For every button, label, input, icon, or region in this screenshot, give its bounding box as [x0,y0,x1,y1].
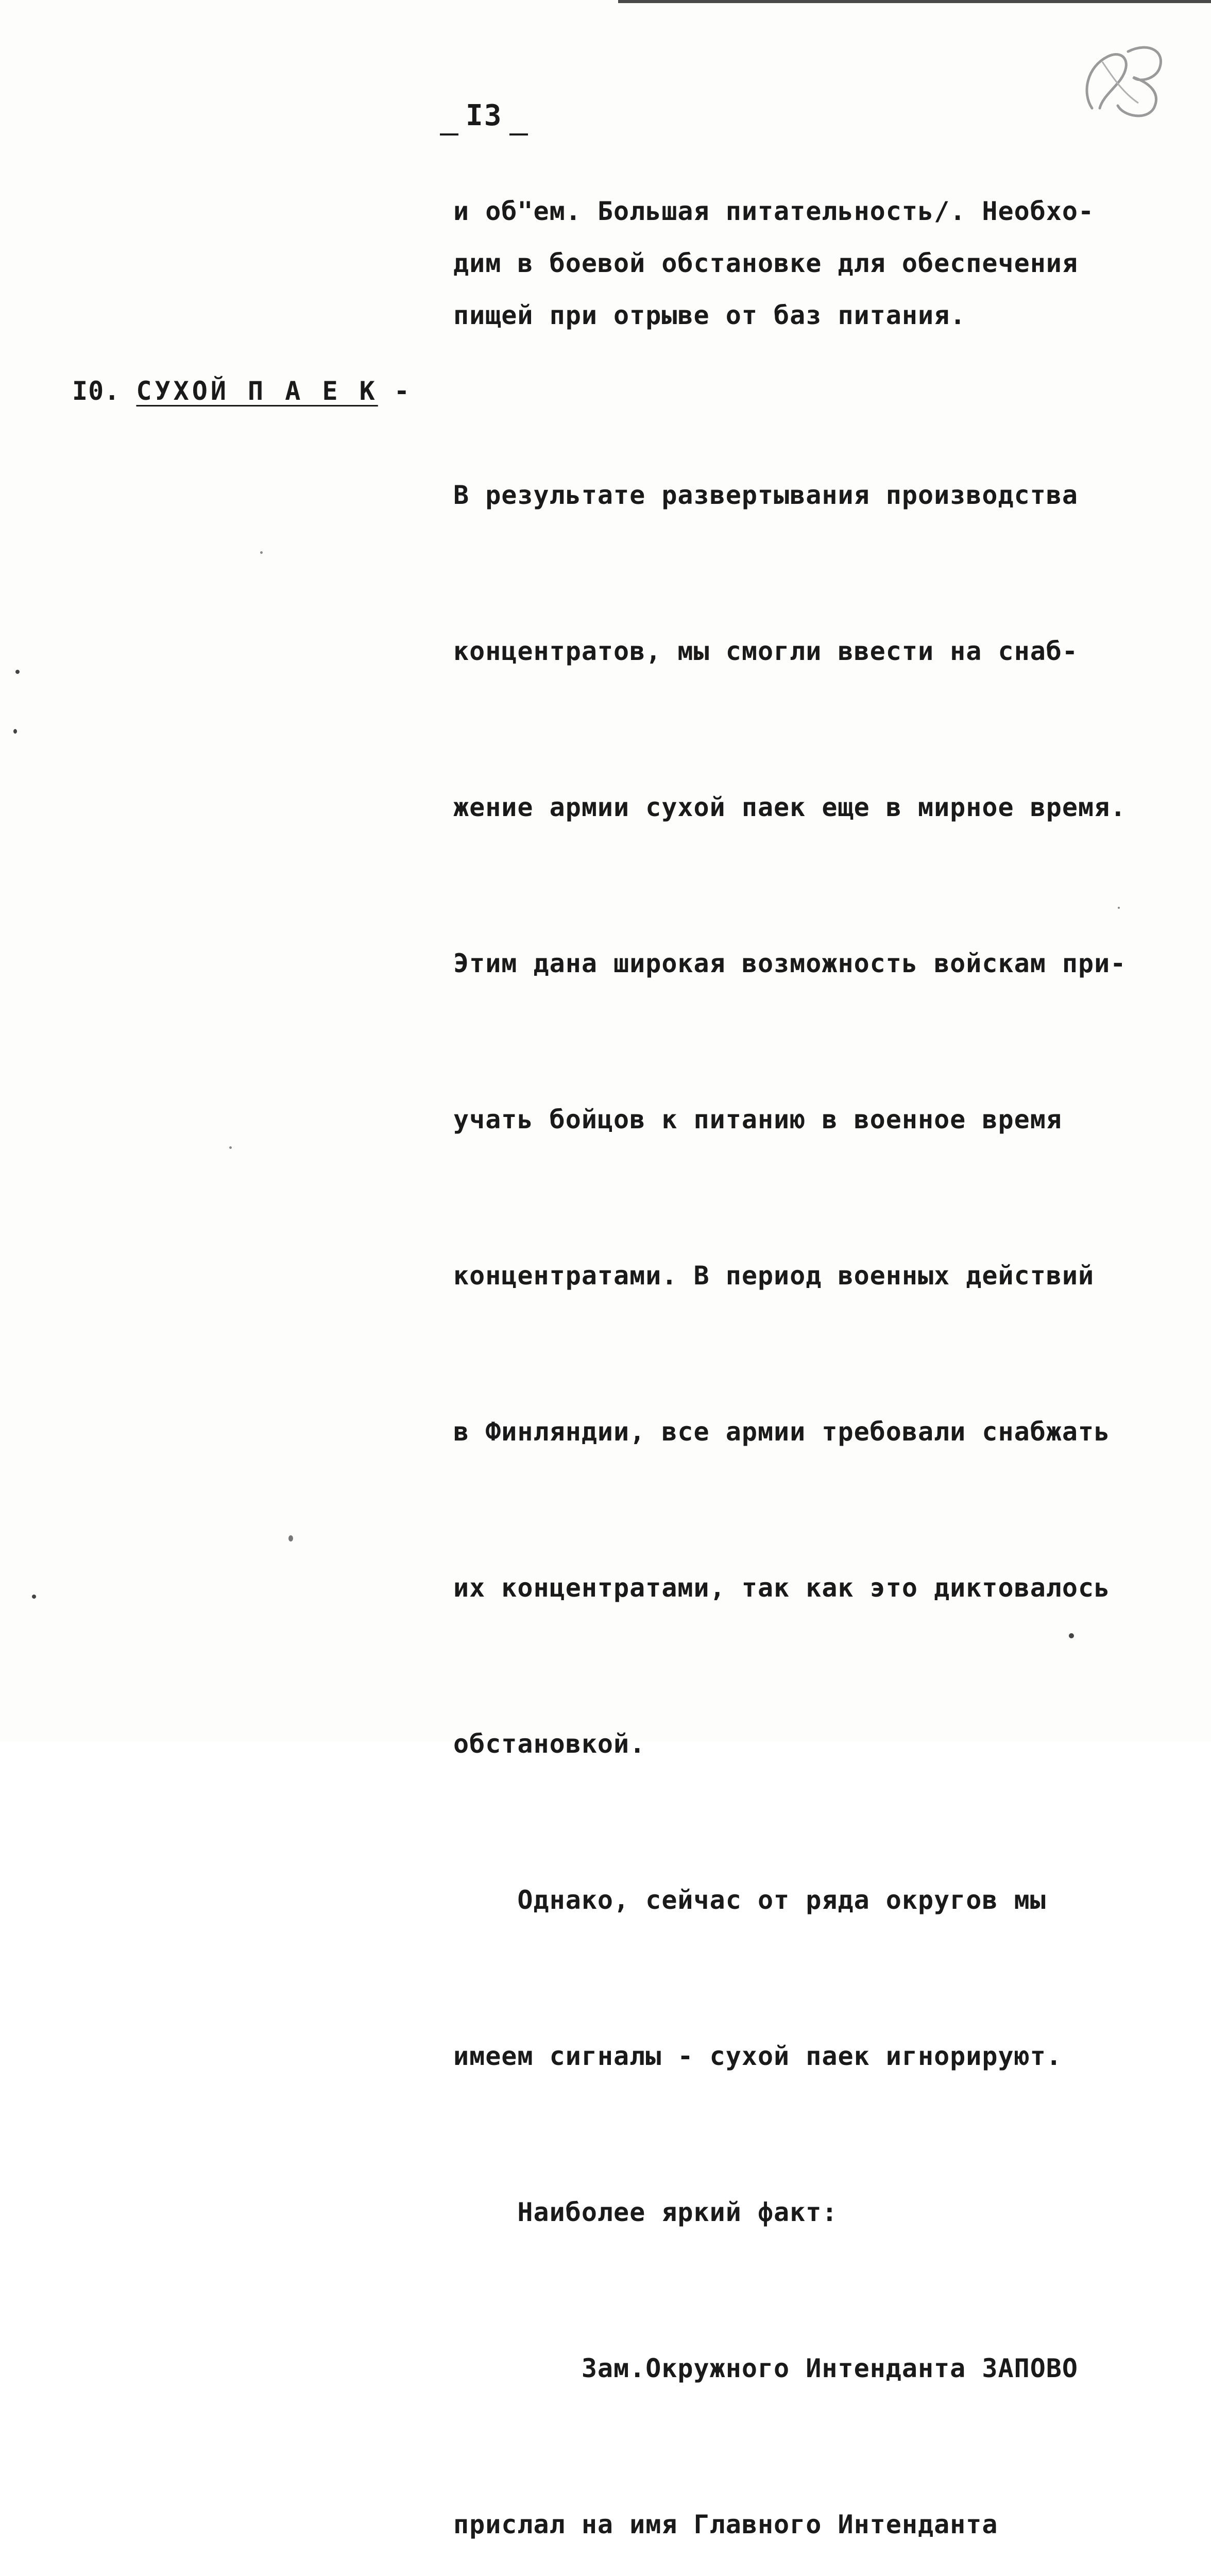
scan-speck [1069,1633,1074,1638]
scan-speck [229,1146,232,1149]
section-number: I0. [72,376,121,406]
page-number-dash-left [440,133,458,135]
text-line: концентратами. В период военных действий [453,1261,1095,1291]
page-number-dash-right [509,133,528,135]
text-line: Однако, сейчас от ряда округов мы [453,1885,1046,1915]
handwritten-mark [1071,31,1174,129]
text-line: прислал на имя Главного Интенданта [453,2510,998,2539]
text-line: их концентратами, так как это диктовалось [453,1573,1111,1603]
text-line: дим в боевой обстановке для обеспечения [453,248,1078,278]
continuation-paragraph [453,185,1094,342]
page-number-text: I3 [466,99,503,132]
scan-speck [32,1595,36,1599]
text-line: имеем сигналы - сухой паек игнорируют. [453,2041,1062,2071]
scan-speck [1118,907,1120,909]
text-line: Наиболее яркий факт: [453,2197,838,2227]
section-body [453,365,1126,2576]
page-number [433,95,535,137]
text-line: учать бойцов к питанию в военное время [453,1105,1062,1134]
section-heading [72,365,410,417]
scan-edge-line [618,0,1211,3]
text-line: пищей при отрыве от баз питания. [453,300,966,330]
text-line: обстановкой. [453,1729,646,1759]
text-line: Зам.Окружного Интенданта ЗАПОВО [453,2353,1078,2383]
scan-speck [13,729,17,734]
scan-speck [288,1535,293,1541]
scan-speck [15,670,20,674]
text-line: жение армии сухой паек еще в мирное время. [453,792,1127,822]
text-line: концентратов, мы смогли ввести на снаб- [453,636,1078,666]
text-line: В результате развертывания производства [453,480,1078,510]
section-title-suffix: - [378,376,410,406]
text-line: Этим дана широкая возможность войскам при- [453,948,1127,978]
text-line: в Финляндии, все армии требовали снабжать [453,1417,1111,1447]
scan-speck [260,551,263,554]
text-line: и об"ем. Большая питательность/. Необхо- [453,196,1095,226]
section-title: СУХОЙ П А Е К [136,376,378,406]
